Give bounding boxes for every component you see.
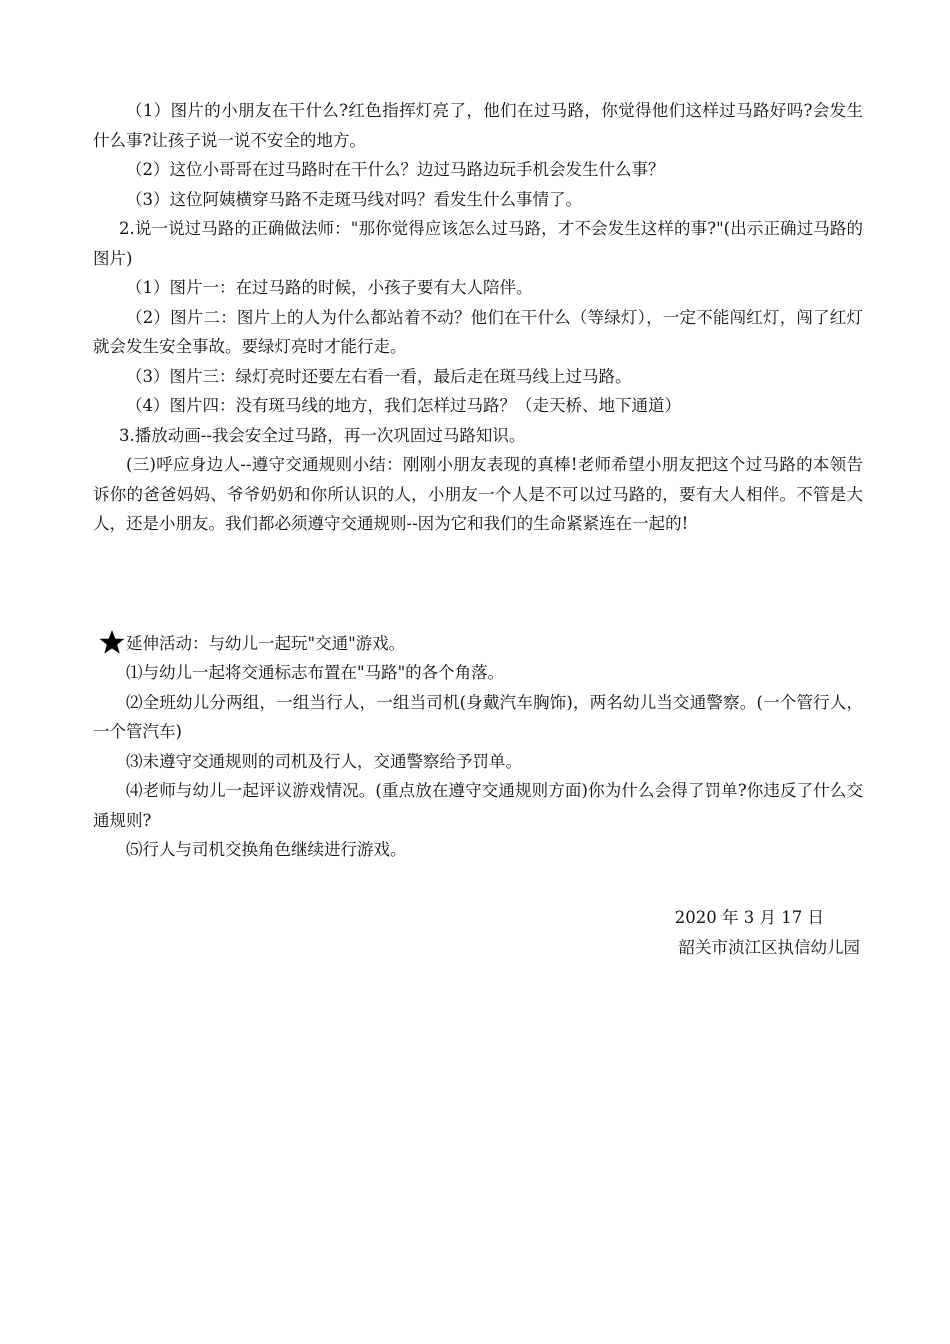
signature-block <box>675 903 860 962</box>
paragraph-summary: (三)呼应身边人--遵守交通规则小结：刚刚小朋友表现的真棒!老师希望小朋友把这个过马路的本领告诉你的爸爸妈妈、爷爷奶奶和你所认识的人，小朋友一个人是不可以过马路的，要有大人相伴。不管是大人，还是小朋友。我们都必须遵守交通规则--因为它和我们的生命紧紧连在一起的! <box>93 455 863 533</box>
extension-item-1: ⑴与幼儿一起将交通标志布置在"马路"的各个角落。 <box>126 663 505 682</box>
paragraph-question-2: （2）这位小哥哥在过马路时在干什么？边过马路边玩手机会发生什么事？ <box>126 160 665 179</box>
star-icon <box>99 629 125 655</box>
paragraph-section-2: 2.说一说过马路的正确做法师："那你觉得应该怎么过马路，才不会发生这样的事?"(出示正确过马路的图片) <box>93 219 863 268</box>
extension-heading-line <box>93 629 863 659</box>
paragraph-picture-1: （1）图片一：在过马路的时候，小孩子要有大人陪伴。 <box>126 278 533 297</box>
signature-date: 2020 年 3 月 17 日 <box>674 908 824 927</box>
extension-item-3: ⑶未遵守交通规则的司机及行人，交通警察给予罚单。 <box>126 751 522 771</box>
paragraph-question-1: （1）图片的小朋友在干什么?红色指挥灯亮了，他们在过马路，你觉得他们这样过马路好吗?会发生什么事?让孩子说一说不安全的地方。 <box>93 101 863 150</box>
extension-heading: 延伸活动：与幼儿一起玩"交通"游戏。 <box>126 633 406 653</box>
signature-organization: 韶关市浈江区执信幼儿园 <box>678 937 860 957</box>
paragraph-question-3: （3）这位阿姨横穿马路不走斑马线对吗？看发生什么事情了。 <box>126 189 582 209</box>
paragraph-picture-4: （4）图片四：没有斑马线的地方，我们怎样过马路？（走天桥、地下通道） <box>126 396 681 415</box>
paragraph-picture-2: （2）图片二：图片上的人为什么都站着不动？他们在干什么（等绿灯），一定不能闯红灯，闯了红灯就会发生安全事故。要绿灯亮时才能行走。 <box>93 307 863 356</box>
extension-item-4: ⑷老师与幼儿一起评议游戏情况。(重点放在遵守交通规则方面)你为什么会得了罚单?你违反了什么交通规则? <box>93 781 863 830</box>
paragraph-section-3: 3.播放动画--我会安全过马路，再一次巩固过马路知识。 <box>119 425 526 445</box>
extension-item-5: ⑸行人与司机交换角色继续进行游戏。 <box>126 840 407 859</box>
document-body <box>93 96 863 865</box>
section-spacer <box>93 539 863 629</box>
extension-item-2: ⑵全班幼儿分两组，一组当行人，一组当司机(身戴汽车胸饰)，两名幼儿当交通警察。(一个管行人，一个管汽车) <box>93 692 863 741</box>
paragraph-picture-3: （3）图片三：绿灯亮时还要左右看一看，最后走在斑马线上过马路。 <box>126 366 632 386</box>
